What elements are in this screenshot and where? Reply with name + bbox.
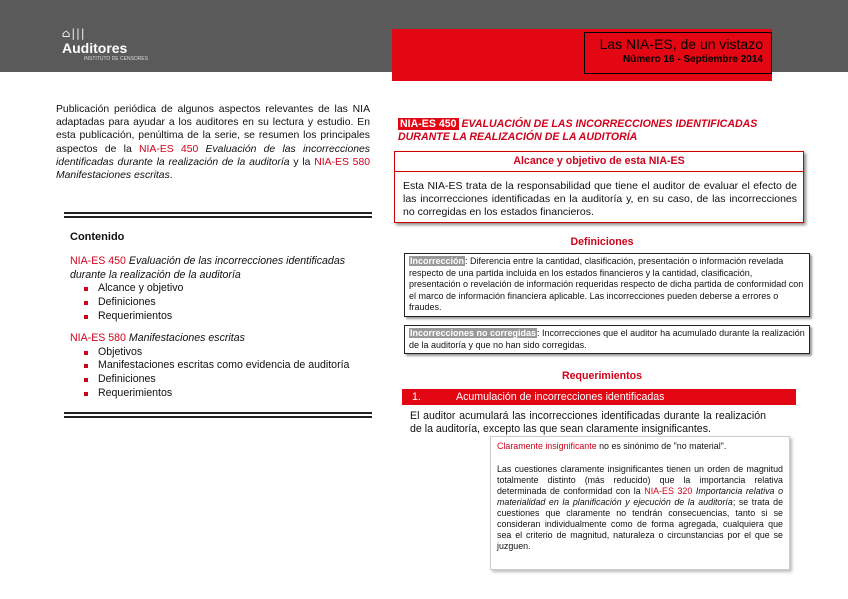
contents-nia-450[interactable]: NIA-ES 450 <box>70 254 126 267</box>
nia-450-link[interactable]: NIA-ES 450 <box>139 143 199 155</box>
definition-no-corregidas: Incorrecciones no corregidas: Incorrecciones que el auditor ha acumulado durante la realización de la auditoría y que no han sido corregidas. <box>404 325 810 354</box>
list-item[interactable]: Requerimientos <box>98 387 370 401</box>
logo-name: Auditores <box>62 40 128 56</box>
term-no-corregidas: Incorrecciones no corregidas <box>410 328 537 338</box>
auditores-logo <box>62 28 148 62</box>
requirement-1-text: El auditor acumulará las incorrecciones identificadas durante la realización de la auditoría, excepto las que sean claramente insignificantes. <box>410 410 766 435</box>
requirement-title: Acumulación de incorrecciones identificadas <box>456 391 665 403</box>
intro-paragraph: Publicación periódica de algunos aspectos relevantes de las NIA adaptadas para ayudar a los auditores en su lectura y estudio. En esta publicación, penúltima de la serie, se resumen los principales aspectos de la NIA-ES 450 Evaluación de las incorrecciones identificadas durante la realización de la auditoría y la NIA-ES 580 Manifestaciones escritas. <box>56 104 370 182</box>
section-heading <box>398 118 778 144</box>
list-item[interactable]: Alcance y objetivo <box>98 282 370 296</box>
requirements-heading: Requerimientos <box>561 370 643 382</box>
section-tag: NIA-ES 450 <box>400 118 457 130</box>
nia-580-link[interactable]: NIA-ES 580 <box>314 156 370 168</box>
divider <box>64 412 372 414</box>
list-item[interactable]: Requerimientos <box>98 310 370 324</box>
contents-nia-580[interactable]: NIA-ES 580 <box>70 331 126 344</box>
list-item[interactable]: Manifestaciones escritas como evidencia de auditoría <box>98 359 370 373</box>
scope-box <box>394 151 804 223</box>
section-title: EVALUACIÓN DE LAS INCORRECCIONES IDENTIFICADAS DURANTE LA REALIZACIÓN DE LA AUDITORÍA <box>398 118 758 143</box>
divider <box>64 416 372 418</box>
logo-mark-icon: ⌂||| <box>62 27 86 40</box>
note-term: Claramente insignificante <box>497 441 597 451</box>
term-incorreccion: Incorrección <box>410 256 465 266</box>
requirement-1-bar <box>402 389 796 405</box>
title-block <box>584 32 772 74</box>
definitions-heading: Definiciones <box>570 236 634 248</box>
table-of-contents: Contenido NIA-ES 450 Evaluación de las incorrecciones identificadas durante la realización de la auditoría Alcance y objetivo Definiciones Requerimientos NIA-ES 580 Manifestaciones escritas Objetivos Manifestaciones escritas como evidencia de auditoría Definiciones Requerimientos <box>70 231 370 409</box>
divider <box>64 212 372 214</box>
list-item[interactable]: Definiciones <box>98 296 370 310</box>
definition-incorreccion: Incorrección: Diferencia entre la cantidad, clasificación, presentación o información revelada respecto de una partida incluida en los estados financieros y la cantidad, clasificación, presentación o revelación de información requeridas respecto de dicha partida de conformidad con el marco de información financiera aplicable. Las incorrecciones pueden deberse a errores o fraudes. <box>404 253 810 317</box>
page-title: Las NIA-ES, de un vistazo <box>599 36 763 52</box>
contents-list-580 <box>70 346 370 401</box>
scope-text: Esta NIA-ES trata de la responsabilidad que tiene el auditor de evaluar el efecto de las incorrecciones identificadas en la auditoría y, en su caso, de las incorrecciones no corregidas en los estados financieros. <box>403 180 797 218</box>
list-item[interactable]: Objetivos <box>98 346 370 360</box>
contents-heading: Contenido <box>70 231 125 243</box>
logo-tagline: INSTITUTO DE CENSORES <box>84 56 149 62</box>
nia-320-link[interactable]: NIA-ES 320 <box>644 486 693 496</box>
note-box: Claramente insignificante no es sinónimo de "no material". Las cuestiones claramente insignificantes tienen un orden de magnitud totalmente distinto (más reducido) que la importancia relativa determinada de conformidad con la NIA-ES 320 Importancia relativa o materialidad en la planificación y ejecución de la auditoría; se trata de cuestiones que claramente no tendrán consecuencias, tanto si se consideran individualmente como de forma agregada, cualquiera que sea el criterio de magnitud, naturaleza o circunstancias por el que se juzguen. <box>490 436 790 570</box>
contents-list-450 <box>70 282 370 323</box>
requirement-number: 1. <box>412 391 421 403</box>
issue-number: Número 16 - Septiembre 2014 <box>622 54 763 65</box>
divider <box>64 216 372 218</box>
list-item[interactable]: Definiciones <box>98 373 370 387</box>
scope-heading: Alcance y objetivo de esta NIA-ES <box>513 155 685 167</box>
